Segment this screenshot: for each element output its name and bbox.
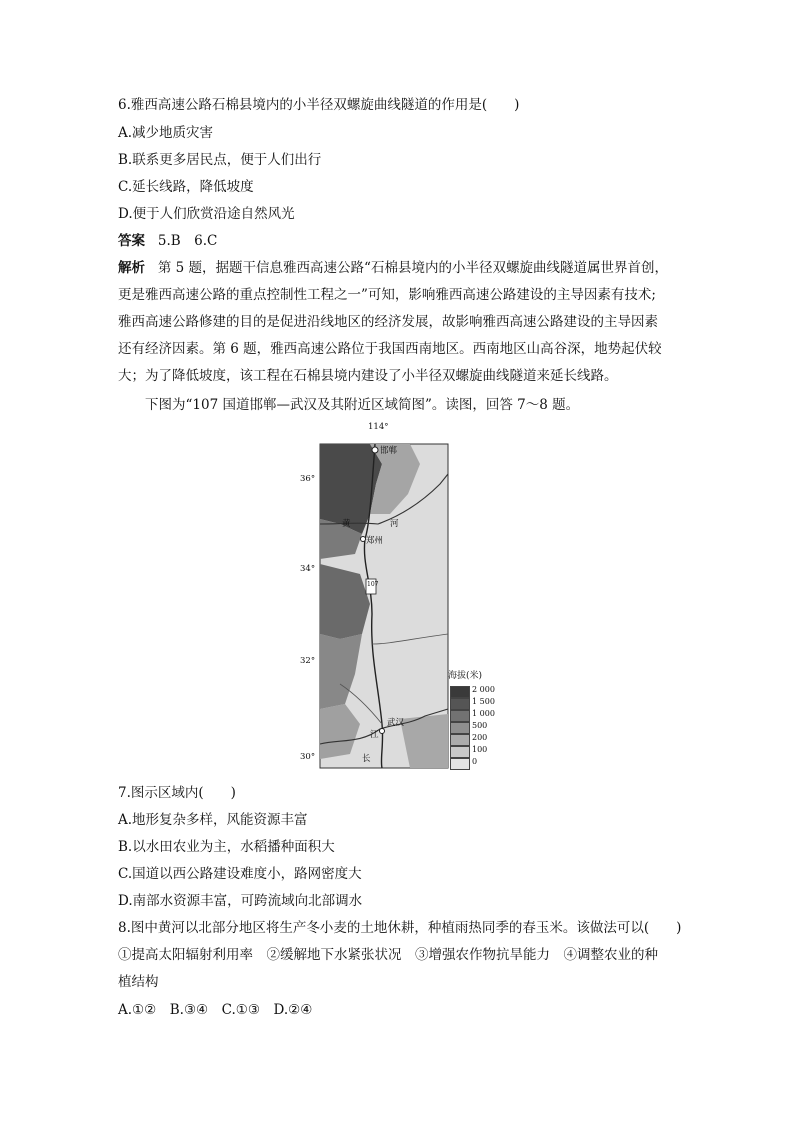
legend-swatch [450,758,470,770]
analysis-line-5: 大；为了降低坡度，该工程在石棉县境内建设了小半径双螺旋曲线隧道来延长线路。 [118,368,618,384]
river-label-jiang: 江 [370,730,379,740]
analysis-label: 解析 [118,260,145,276]
q7-option-d: D.南部水资源丰富，可跨流域向北部调水 [118,893,363,909]
legend-label: 100 [472,745,488,754]
legend-item [448,758,508,770]
lat-34-label: 34° [300,564,316,574]
river-label-he: 河 [390,519,399,529]
answer-line [118,232,217,250]
legend-swatch [450,746,470,758]
q7-option-a: A.地形复杂多样，风能资源丰富 [118,812,308,828]
q6-option-d: D.便于人们欣赏沿途自然风光 [118,206,295,222]
zhengzhou-dot [361,537,366,542]
q7-stem: 7.图示区域内( ) [118,785,236,801]
legend-label: 0 [472,757,478,766]
legend-swatch [450,734,470,746]
q8-options: A.①② B.③④ C.①③ D.②④ [118,1002,313,1018]
lat-32-label: 32° [300,656,316,666]
place-wuhan: 武汉 [387,718,405,728]
legend-label: 1 000 [472,709,495,718]
legend-label: 1 500 [472,697,495,706]
q6-option-b: B.联系更多居民点，便于人们出行 [118,152,322,168]
road-label: 107 [367,581,379,588]
map-intro: 下图为“107 国道邯郸—武汉及其附近区域简图”。读图，回答 7～8 题。 [145,397,580,413]
lat-30-label: 30° [300,752,316,762]
legend-label: 500 [472,721,488,730]
q7-option-c: C.国道以西公路建设难度小，路网密度大 [118,866,362,882]
q6-option-a: A.减少地质灾害 [118,125,214,141]
legend-label: 2 000 [472,685,495,694]
legend-swatch [450,710,470,722]
legend-swatch [450,722,470,734]
legend-title: 海拔(米) [448,671,483,681]
analysis-line-3: 雅西高速公路修建的目的是促进沿线地区的经济发展，故影响雅西高速公路建设的主导因素 [118,314,658,330]
legend-item [448,746,508,758]
legend-swatch [450,686,470,698]
river-label-huang: 黄 [342,519,351,529]
answer-label: 答案 [118,233,145,249]
q6-option-c: C.延长线路，降低坡度 [118,179,254,195]
analysis-line-1 [118,259,668,277]
q8-items-cont: 植结构 [118,974,159,990]
q7-option-b: B.以水田农业为主，水稻播种面积大 [118,839,335,855]
analysis-text: 第 5 题，据题干信息雅西高速公路“石棉县境内的小半径双螺旋曲线隧道属世界首创， [157,260,668,276]
analysis-line-2: 更是雅西高速公路的重点控制性工程之一”可知，影响雅西高速公路建设的主导因素有技术; [118,287,656,303]
wuhan-dot [380,729,385,734]
q8-items: ①提高太阳辐射利用率 ②缓解地下水紧张状况 ③增强农作物抗旱能力 ④调整农业的种 [118,947,658,963]
place-handan: 邯郸 [380,446,398,456]
legend-swatch [450,698,470,710]
handan-dot [372,447,378,453]
river-label-chang: 长 [362,754,371,764]
q6-stem: 6.雅西高速公路石棉县境内的小半径双螺旋曲线隧道的作用是( ) [118,97,520,113]
legend-label: 200 [472,733,488,742]
answer-text: 5.B 6.C [157,233,218,249]
analysis-line-4: 还有经济因素。第 6 题，雅西高速公路位于我国西南地区。西南地区山高谷深，地势起伏较 [118,341,662,357]
q8-stem: 8.图中黄河以北部分地区将生产冬小麦的土地休耕，种植雨热同季的春玉米。该做法可以( ) [118,920,682,936]
longitude-label: 114° [368,422,389,432]
lat-36-label: 36° [300,474,316,484]
place-zhengzhou: 郑州 [366,536,384,546]
